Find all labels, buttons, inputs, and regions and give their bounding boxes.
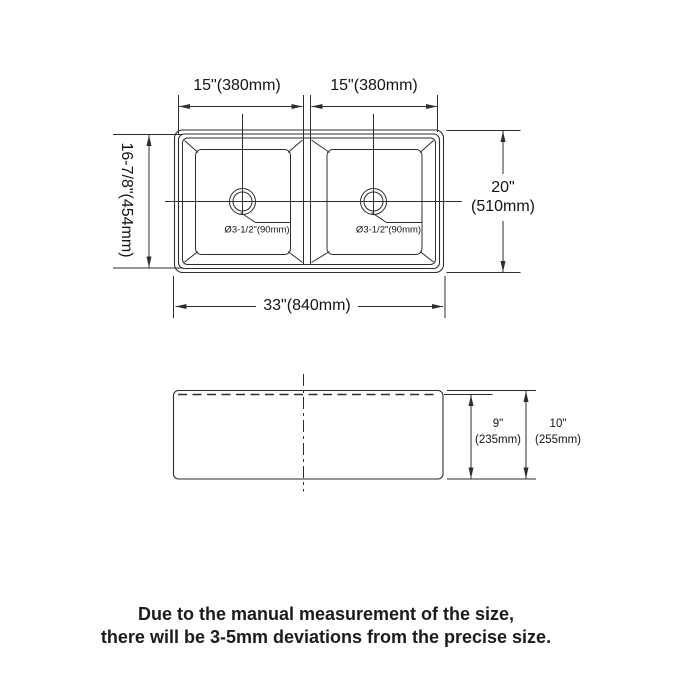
measurement-disclaimer xyxy=(101,603,551,648)
bowl-width-right-label: 15"(380mm) xyxy=(330,77,418,94)
bowl-width-extension-lines xyxy=(179,95,438,134)
inner-depth-label: 16-7/8"(454mm) xyxy=(118,142,135,258)
disclaimer-line2: there will be 3-5mm deviations from the precise size. xyxy=(100,626,552,647)
overall-height-inches: 10" xyxy=(549,418,567,430)
drain-right-leader xyxy=(372,213,423,223)
divider-lines xyxy=(304,95,311,265)
bowl-depth-inches: 9" xyxy=(492,418,504,430)
drain-vertical-centerlines xyxy=(243,114,374,215)
overall-height-label xyxy=(535,416,581,448)
bowl-width-left-label: 15"(380mm) xyxy=(193,77,281,94)
bowl-depth-mm: (235mm) xyxy=(474,434,522,446)
drain-right-label: Ø3-1/2"(90mm) xyxy=(355,223,422,235)
overall-height-mm: (255mm) xyxy=(534,434,582,446)
top-view xyxy=(113,95,521,318)
drain-left-leader xyxy=(241,213,291,223)
bowl-depth-label xyxy=(475,416,521,448)
outer-depth-inches: 20" xyxy=(491,179,515,196)
drain-left-label: Ø3-1/2"(90mm) xyxy=(224,223,290,235)
side-body-outline xyxy=(174,391,444,480)
outer-depth-label xyxy=(471,178,535,216)
outer-depth-mm: (510mm) xyxy=(470,198,536,215)
overall-width-label: 33"(840mm) xyxy=(263,297,351,314)
disclaimer-line1: Due to the manual measurement of the size, xyxy=(137,604,515,624)
